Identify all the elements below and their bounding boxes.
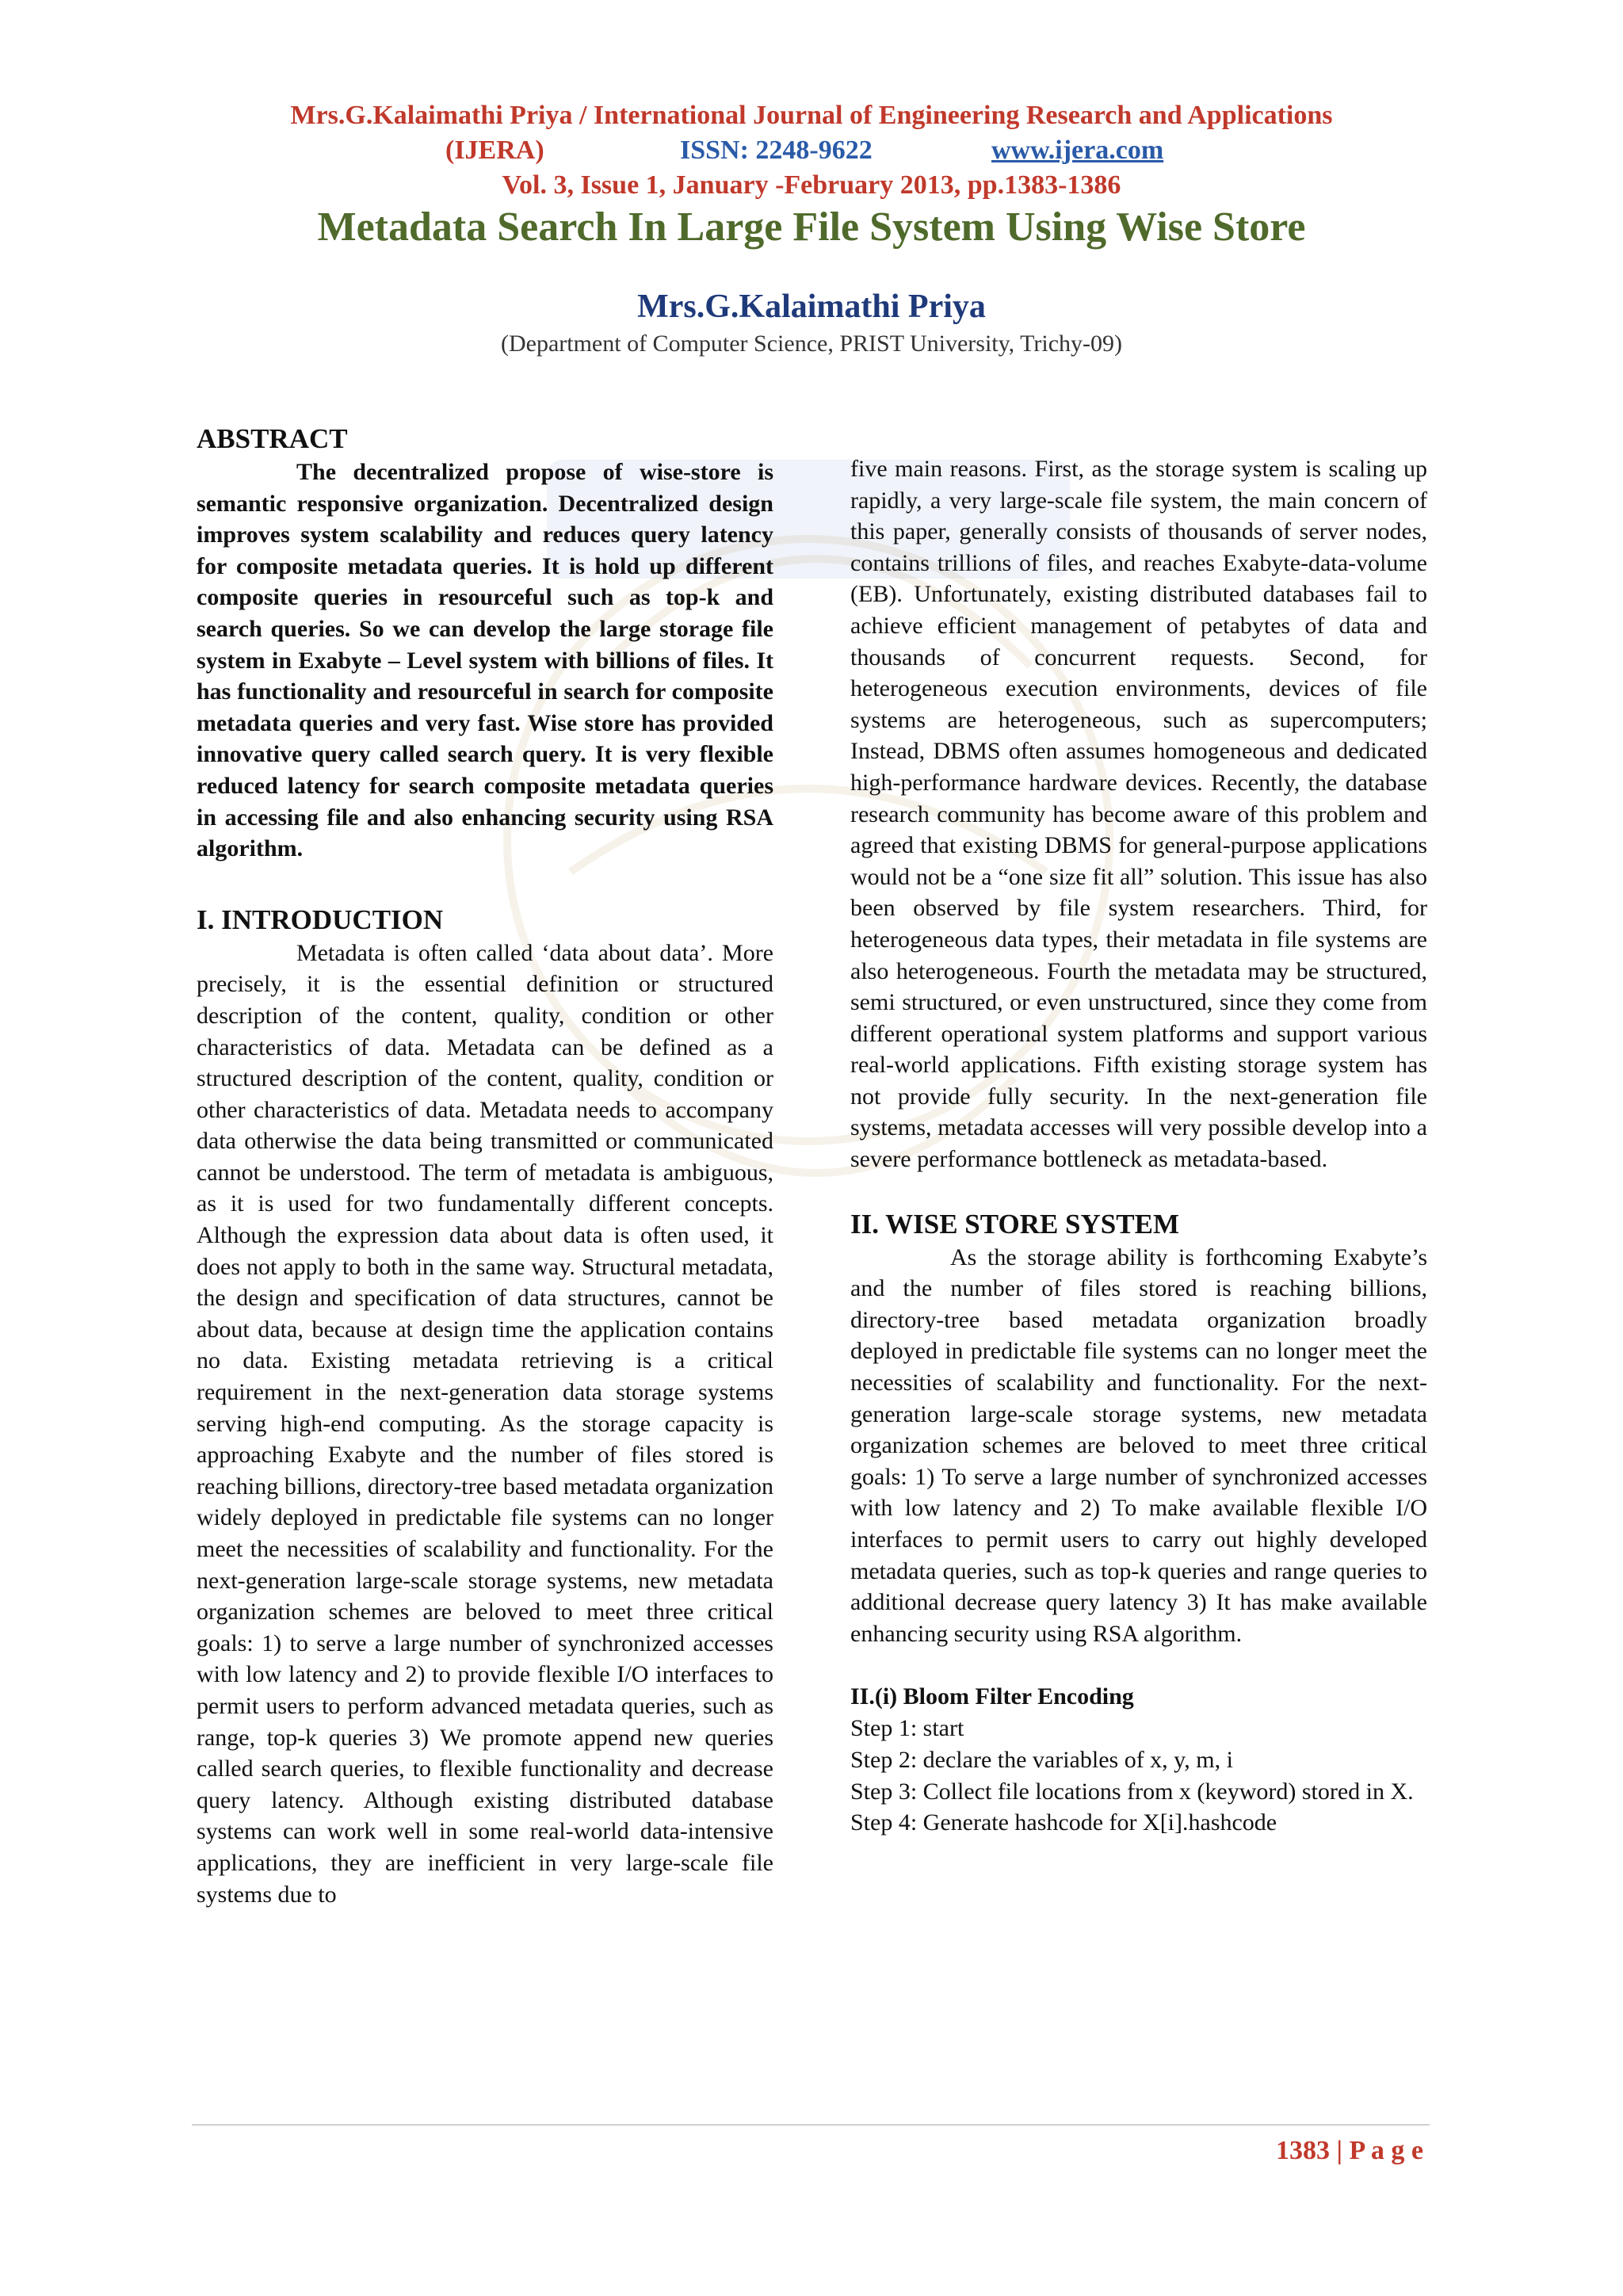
journal-volume-line: Vol. 3, Issue 1, January -February 2013, pp.1383-1386 xyxy=(502,170,1121,200)
wise-store-text: As the storage ability is forthcoming Exabyte’s and the number of files stored is reaching billions, directory-tree based metadata organization broadly deployed in predictable file systems can no longer meet the necessities of scalability and functionality. For the next-generation large-scale storage systems, new metadata organization schemes are beloved to meet three critical goals: 1) To serve a large number of synchronized accesses with low latency and 2) To make available flexible I/O interfaces to permit users to carry out highly developed metadata queries, such as top-k queries and range queries to additional decrease query latency 3) It has make available enhancing security using RSA algorithm. xyxy=(850,1244,1427,1647)
journal-url-link[interactable]: www.ijera.com xyxy=(991,136,1164,165)
author-name: Mrs.G.Kalaimathi Priya xyxy=(637,288,986,325)
wise-store-heading: II. WISE STORE SYSTEM xyxy=(850,1208,1179,1240)
bloom-filter-step: Step 1: start xyxy=(850,1715,964,1742)
author-affiliation: (Department of Computer Science, PRIST University, Trichy-09) xyxy=(500,330,1123,357)
bloom-filter-step: Step 2: declare the variables of x, y, m, i xyxy=(850,1746,1233,1773)
page-number: 1383 | P a g e xyxy=(1276,2136,1423,2165)
introduction-text-continued: five main reasons. First, as the storage system is scaling up rapidly, a very large-scale file system, the main concern of this paper, generally consists of thousands of server nodes, contains trillions of files, and reaches Exabyte-data-volume (EB). Unfortunately, existing distributed databases fail to achieve efficient management of petabytes of data and thousands of concurrent requests. Second, for heterogeneous execution environments, devices of file systems are heterogeneous, such as supercomputers; Instead, DBMS often assumes homogeneous and dedicated high-performance hardware devices. Recently, the database research community has become aware of this problem and agreed that existing DBMS for general-purpose applications would not be a “one size fit all” solution. This issue has also been observed by file system researchers. Third, for heterogeneous data types, their metadata in file systems are also heterogeneous. Fourth the metadata may be structured, semi structured, or even unstructured, since they come from different operational system platforms and support various real-world applications. Fifth existing storage system has not provide fully security. In the next-generation file systems, metadata accesses will very possible develop into a severe performance bottleneck as metadata-based. xyxy=(850,456,1427,1173)
left-column xyxy=(197,422,773,1910)
abstract-heading: ABSTRACT xyxy=(197,423,348,454)
introduction-text: Metadata is often called ‘data about data’. More precisely, it is the essential definition or structured description of the content, quality, condition or other characteristics of data. Metadata can be defined as a structured description of the content, quality, condition or other characteristics of data. Metadata needs to accompany data otherwise the data being transmitted or communicated cannot be understood. The term of metadata is ambiguous, as it is used for two fundamentally different concepts. Although the expression data about data is often used, it does not apply to both in the same way. Structural metadata, the design and specification of data structures, cannot be about data, because at design time the application contains no data. Existing metadata retrieving is a critical requirement in the next-generation data storage systems serving high-end computing. As the storage capacity is approaching Exabyte and the number of files stored is reaching billions, directory-tree based metadata organization widely deployed in predictable file systems can no longer meet the necessities of scalability and functionality. For the next-generation large-scale storage systems, new metadata organization schemes are beloved to meet three critical goals: 1) to serve a large number of synchronized accesses with low latency and 2) to provide flexible I/O interfaces to permit users to perform advanced metadata queries, such as range, top-k queries 3) We promote append new queries called search queries, to flexible functionality and decrease query latency. Although existing distributed database systems can work well in some real-world data-intensive applications, they are inefficient in very large-scale file systems due to xyxy=(197,939,773,1908)
journal-header-line: Mrs.G.Kalaimathi Priya / International Journal of Engineering Research and Applications xyxy=(290,101,1333,130)
bloom-filter-step: Step 3: Collect file locations from x (keyword) stored in X. xyxy=(850,1778,1414,1805)
right-column xyxy=(850,453,1427,1839)
abstract-text: The decentralized propose of wise-store is semantic responsive organization. Decentralized design improves system scalability and reduces query latency for composite metadata queries. It is hold up different composite queries in resourceful such as top-k and search queries. So we can develop the large storage file system in Exabyte – Level system with billions of files. It has functionality and resourceful in search for composite metadata queries and very fast. Wise store has provided innovative query called search query. It is very flexible reduced latency for search composite metadata queries in accessing file and also enhancing security using RSA algorithm. xyxy=(197,459,773,862)
bloom-filter-step: Step 4: Generate hashcode for X[i].hashcode xyxy=(850,1809,1277,1836)
bloom-filter-heading: II.(i) Bloom Filter Encoding xyxy=(850,1683,1134,1710)
journal-issn: ISSN: 2248-9622 xyxy=(680,136,873,165)
journal-abbreviation: (IJERA) xyxy=(445,136,544,165)
footer-divider xyxy=(192,2124,1430,2126)
introduction-heading: I. INTRODUCTION xyxy=(197,904,444,935)
paper-title: Metadata Search In Large File System Using Wise Store xyxy=(317,204,1306,250)
